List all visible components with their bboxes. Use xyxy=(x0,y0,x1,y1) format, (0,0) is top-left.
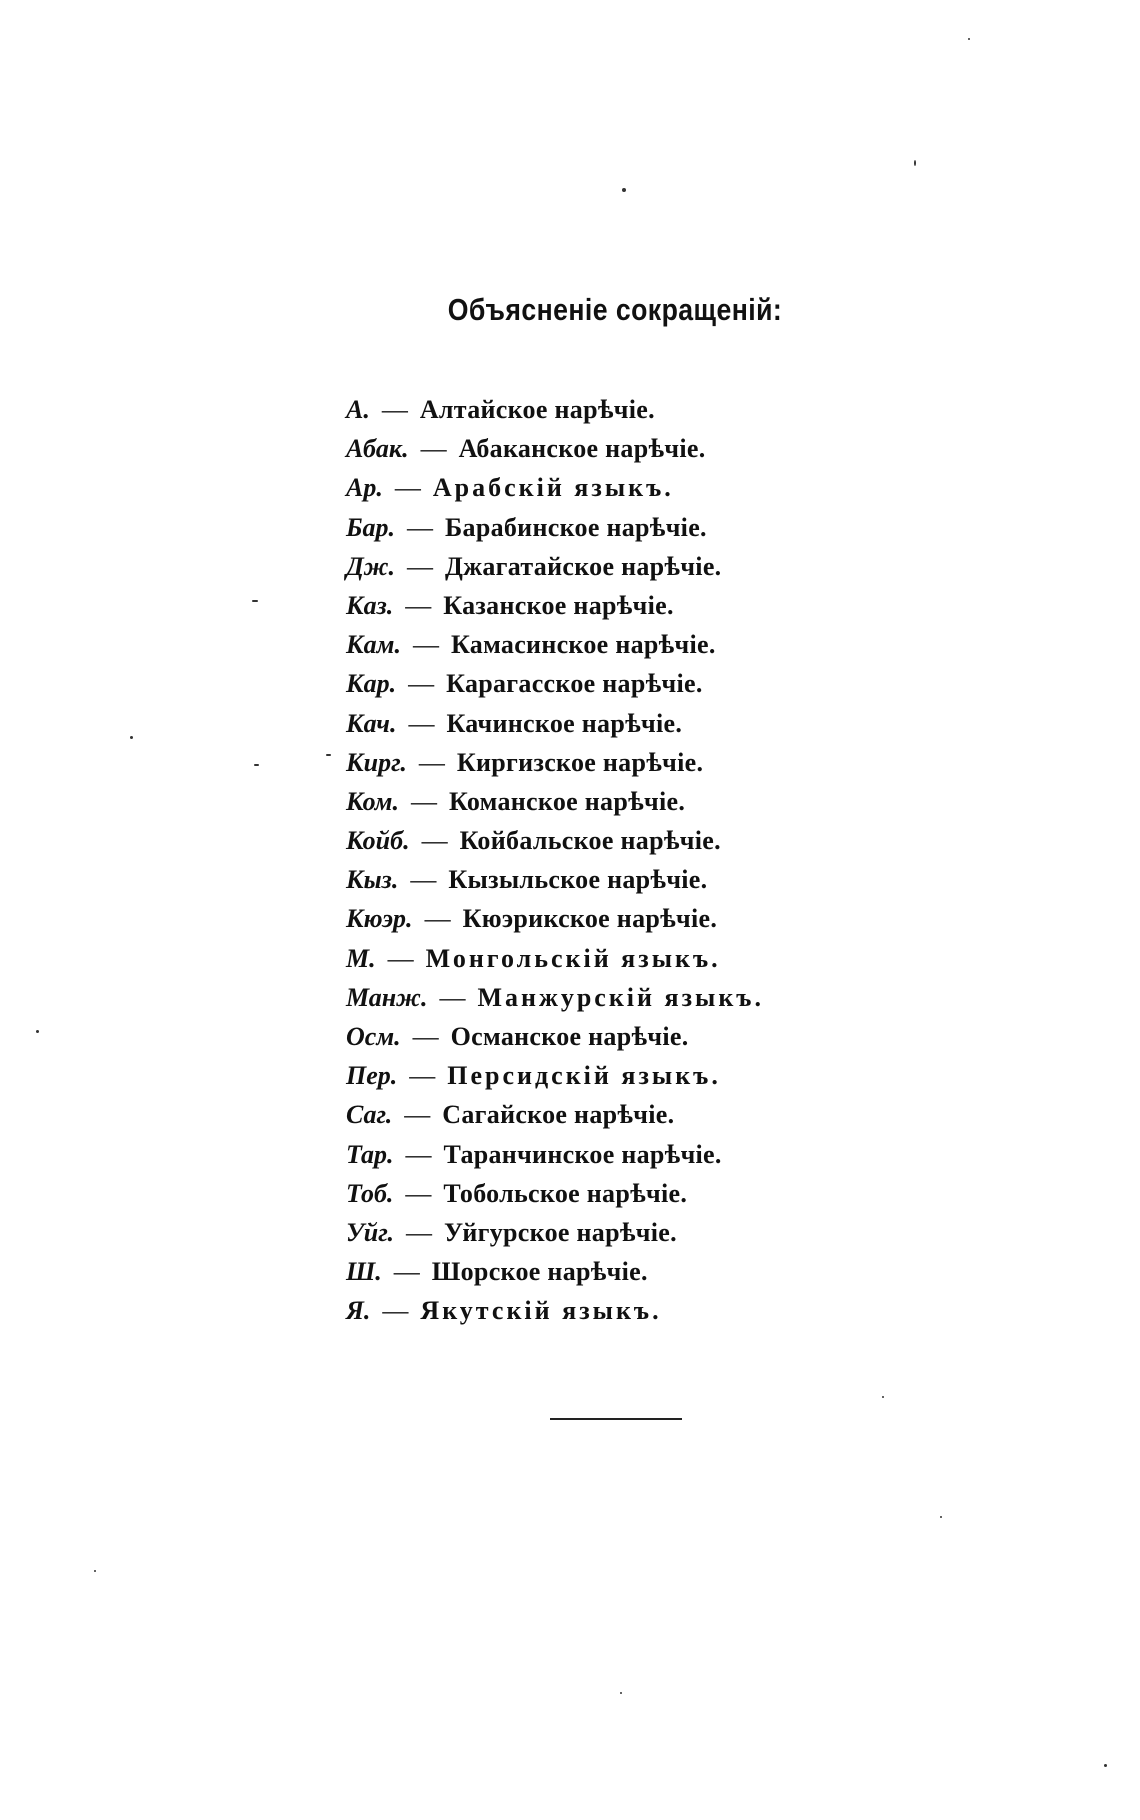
dash: — xyxy=(408,669,435,699)
abbreviation-meaning: Качинское нарѣчіе. xyxy=(446,708,683,738)
abbreviation-entry xyxy=(346,939,764,978)
abbreviation: Ком. xyxy=(346,786,399,816)
abbreviation: Кар. xyxy=(346,669,397,699)
abbreviation-meaning: Абаканское нарѣчіе. xyxy=(458,434,706,464)
scan-speck xyxy=(622,188,626,192)
dash: — xyxy=(394,473,421,503)
dash: — xyxy=(424,904,451,934)
abbreviation-entry xyxy=(346,1213,764,1252)
dash: — xyxy=(405,1178,432,1208)
dash: — xyxy=(412,630,439,660)
abbreviation: Тоб. xyxy=(346,1178,394,1208)
abbreviation-meaning: Уйгурское нарѣчіе. xyxy=(443,1217,677,1247)
dash: — xyxy=(410,865,437,895)
abbreviation: Кюэр. xyxy=(346,904,413,934)
abbreviation-meaning: Алтайское нарѣчіе. xyxy=(419,395,655,424)
abbreviation: Ар. xyxy=(346,473,383,503)
scan-speck xyxy=(940,1516,942,1518)
abbreviation-meaning: Манжурскій языкъ. xyxy=(477,982,764,1012)
abbreviation-meaning: Киргизское нарѣчіе. xyxy=(456,747,704,777)
abbreviation-entry xyxy=(346,1135,764,1174)
abbreviation: М. xyxy=(346,943,376,973)
abbreviation-entry xyxy=(346,664,764,703)
abbreviation: Тар. xyxy=(346,1139,394,1169)
abbreviation: Ш. xyxy=(346,1257,382,1287)
abbreviation-meaning: Джагатайское нарѣчіе. xyxy=(445,551,722,581)
abbreviation-entry xyxy=(346,625,764,664)
page-title-text: Объясненіе сокращеній: xyxy=(447,292,783,327)
abbreviation-entry xyxy=(346,899,764,938)
dash: — xyxy=(387,943,414,973)
scan-speck xyxy=(882,1396,884,1398)
abbreviation: А. xyxy=(346,395,370,424)
dash: — xyxy=(409,1061,436,1091)
abbreviation-meaning: Карагасское нарѣчіе. xyxy=(446,669,703,699)
abbreviation-meaning: Персидскій языкъ. xyxy=(447,1061,721,1091)
abbreviation: Кыз. xyxy=(346,865,399,895)
closing-rule xyxy=(550,1418,682,1420)
dash: — xyxy=(393,1257,420,1287)
scan-speck xyxy=(326,754,331,756)
abbreviation-meaning: Таранчинское нарѣчіе. xyxy=(443,1139,722,1169)
abbreviation-meaning: Якутскій языкъ. xyxy=(420,1296,662,1326)
scan-speck xyxy=(254,764,259,766)
scan-speck xyxy=(1104,1764,1107,1767)
abbreviation: Бар. xyxy=(346,512,396,542)
abbreviation: Дж. xyxy=(346,551,396,581)
scan-speck xyxy=(252,600,258,602)
dash: — xyxy=(382,1296,409,1326)
scan-speck xyxy=(36,1030,39,1033)
dash: — xyxy=(407,512,434,542)
abbreviation-meaning: Барабинское нарѣчіе. xyxy=(445,512,707,542)
abbreviation: Кач. xyxy=(346,708,397,738)
abbreviation-meaning: Койбальское нарѣчіе. xyxy=(459,826,721,856)
abbreviation-entry xyxy=(346,860,764,899)
dash: — xyxy=(407,551,434,581)
abbreviation: Кирг. xyxy=(346,747,407,777)
abbreviation-meaning: Османское нарѣчіе. xyxy=(450,1022,689,1051)
abbreviation-meaning: Сагайское нарѣчіе. xyxy=(442,1100,675,1130)
abbreviation: Я. xyxy=(346,1296,371,1326)
dash: — xyxy=(421,826,448,856)
scan-speck xyxy=(620,1692,622,1694)
scan-speck xyxy=(130,736,133,739)
abbreviation-entry xyxy=(346,1095,764,1134)
abbreviation-entry xyxy=(346,1252,764,1291)
dash: — xyxy=(381,395,408,424)
abbreviation: Саг. xyxy=(346,1100,393,1130)
abbreviation-meaning: Кызыльское нарѣчіе. xyxy=(448,865,708,895)
abbreviation-entry xyxy=(346,1174,764,1213)
dash: — xyxy=(410,786,437,816)
abbreviation: Кам. xyxy=(346,630,401,660)
abbreviation: Койб. xyxy=(346,826,410,856)
dash: — xyxy=(405,1139,432,1169)
abbreviation: Манж. xyxy=(346,982,428,1012)
abbreviation-entry xyxy=(346,1291,764,1330)
scan-speck xyxy=(968,38,970,40)
abbreviation-meaning: Арабскій языкъ. xyxy=(432,473,674,503)
abbreviation-meaning: Монгольскій языкъ. xyxy=(425,943,721,973)
abbreviation-meaning: Шорское нарѣчіе. xyxy=(431,1257,648,1287)
dash: — xyxy=(412,1022,439,1051)
abbreviation-entry xyxy=(346,586,764,625)
dash: — xyxy=(418,747,445,777)
dash: — xyxy=(405,590,432,620)
abbreviation: Осм. xyxy=(346,1022,401,1051)
abbreviation-entry xyxy=(346,508,764,547)
abbreviation-entry xyxy=(346,978,764,1017)
scan-speck xyxy=(914,160,916,166)
abbreviation-entry xyxy=(346,468,764,507)
abbreviation-meaning: Камасинское нарѣчіе. xyxy=(450,630,716,660)
abbreviation-entry xyxy=(346,821,764,860)
dash: — xyxy=(404,1100,431,1130)
abbreviation: Абак. xyxy=(346,434,409,464)
abbreviation-entry xyxy=(346,429,764,468)
abbreviation-entry xyxy=(346,1017,764,1056)
abbreviation-entry xyxy=(346,704,764,743)
abbreviation-entry xyxy=(346,743,764,782)
dash: — xyxy=(420,434,447,464)
abbreviation-entry xyxy=(346,547,764,586)
abbreviation-entry xyxy=(346,782,764,821)
abbreviation-meaning: Казанское нарѣчіе. xyxy=(443,590,674,620)
abbreviation-meaning: Команское нарѣчіе. xyxy=(448,786,686,816)
abbreviation-list xyxy=(346,390,764,1331)
page-title xyxy=(86,292,1066,328)
scan-speck xyxy=(94,1570,96,1572)
dash: — xyxy=(405,1217,432,1247)
dash: — xyxy=(408,708,435,738)
abbreviation: Пер. xyxy=(346,1061,398,1091)
abbreviation-entry xyxy=(346,390,764,429)
abbreviation-entry xyxy=(346,1056,764,1095)
dash: — xyxy=(439,982,466,1012)
abbreviation: Уйг. xyxy=(346,1217,394,1247)
abbreviation-meaning: Тобольское нарѣчіе. xyxy=(443,1178,688,1208)
abbreviation-meaning: Кюэрикское нарѣчіе. xyxy=(462,904,718,934)
abbreviation: Каз. xyxy=(346,590,394,620)
